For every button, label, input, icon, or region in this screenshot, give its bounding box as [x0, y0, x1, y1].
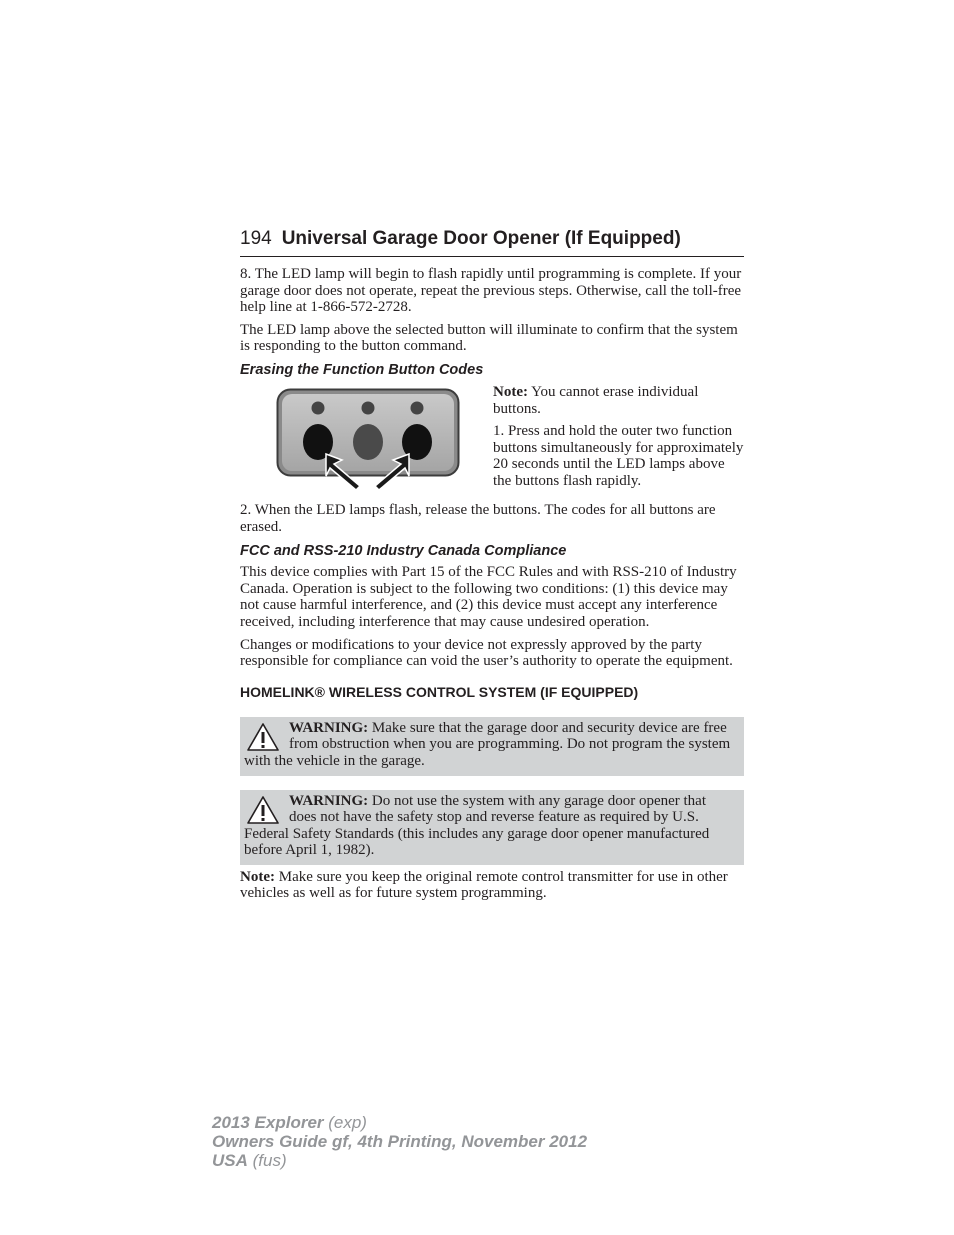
erase-note — [493, 384, 744, 417]
page-title: Universal Garage Door Opener (If Equipped) — [281, 228, 681, 249]
homelink-note — [240, 869, 744, 902]
homelink-heading: HOMELINK® WIRELESS CONTROL SYSTEM (IF EQUIPPED) — [240, 683, 639, 700]
warning-1-label: WARNING: — [289, 719, 369, 736]
button-panel-figure — [240, 384, 493, 490]
warning-box-1 — [240, 717, 744, 776]
fcc-heading: FCC and RSS-210 Industry Canada Compliance — [240, 543, 567, 560]
warning-box-2 — [240, 790, 744, 865]
led-lamp-right — [411, 401, 424, 414]
erase-step-1: 1. Press and hold the outer two function buttons simultaneously for approximately 20 seconds until the LED lamps above the buttons flash rapidly. — [493, 423, 744, 489]
footer-line-1: 2013 Explorer (exp) — [212, 1113, 367, 1132]
page-header — [240, 228, 744, 257]
warning-triangle-icon — [246, 722, 280, 752]
page-footer — [212, 1113, 587, 1170]
erase-instructions — [493, 384, 744, 490]
warning-1-text — [244, 720, 734, 770]
function-button-center — [353, 424, 383, 460]
led-lamp-left — [312, 401, 325, 414]
erase-figure-row — [240, 384, 744, 490]
note-text: You cannot erase individual buttons. — [493, 383, 699, 417]
homelink-note-text: Make sure you keep the original remote control transmitter for use in other vehicles as well as for future system programming. — [240, 868, 728, 902]
warning-triangle-icon — [246, 795, 280, 825]
footer-line-2: Owners Guide gf, 4th Printing, November 2012 — [212, 1132, 588, 1151]
page-number: 194 — [240, 228, 272, 249]
manual-page — [240, 228, 744, 902]
warning-2-label: WARNING: — [289, 792, 369, 809]
note-label: Note: — [493, 383, 528, 400]
footer-line-3: USA (fus) — [212, 1151, 287, 1170]
warning-2-text — [244, 793, 734, 859]
fcc-paragraph-2: Changes or modifications to your device not expressly approved by the party responsible for compliance can void the user’s authority to operate the equipment. — [240, 636, 733, 670]
fcc-paragraph-1: This device complies with Part 15 of the FCC Rules and with RSS-210 of Industry Canada. Operation is subject to the following two conditions: (1) this device may not cause harmful interference, and (2) this device must accept any interference received, including interference that may cause undesired operation. — [240, 564, 737, 630]
homelink-note-label: Note: — [240, 868, 275, 885]
step-8-text: 8. The LED lamp will begin to flash rapidly until programming is complete. If your garage door does not operate, repeat the previous steps. Otherwise, call the toll-free help line at 1-866-572-2728. — [240, 266, 742, 316]
led-confirm-text: The LED lamp above the selected button will illuminate to confirm that the system is responding to the button command. — [240, 321, 738, 355]
erase-heading: Erasing the Function Button Codes — [240, 361, 484, 378]
warning-2-body: Do not use the system with any garage door opener that does not have the safety stop and reverse feature as required by U.S. Federal Safety Standards (this includes any garage door opener manufactured before April 1, 1982). — [244, 792, 710, 859]
erase-step-2: 2. When the LED lamps flash, release the buttons. The codes for all buttons are erased. — [240, 501, 716, 535]
led-lamp-center — [362, 401, 375, 414]
garage-button-panel-illustration — [276, 388, 460, 490]
warning-1-body: Make sure that the garage door and security device are free from obstruction when you are programming. Do not program the system with the vehicle in the garage. — [244, 719, 731, 769]
